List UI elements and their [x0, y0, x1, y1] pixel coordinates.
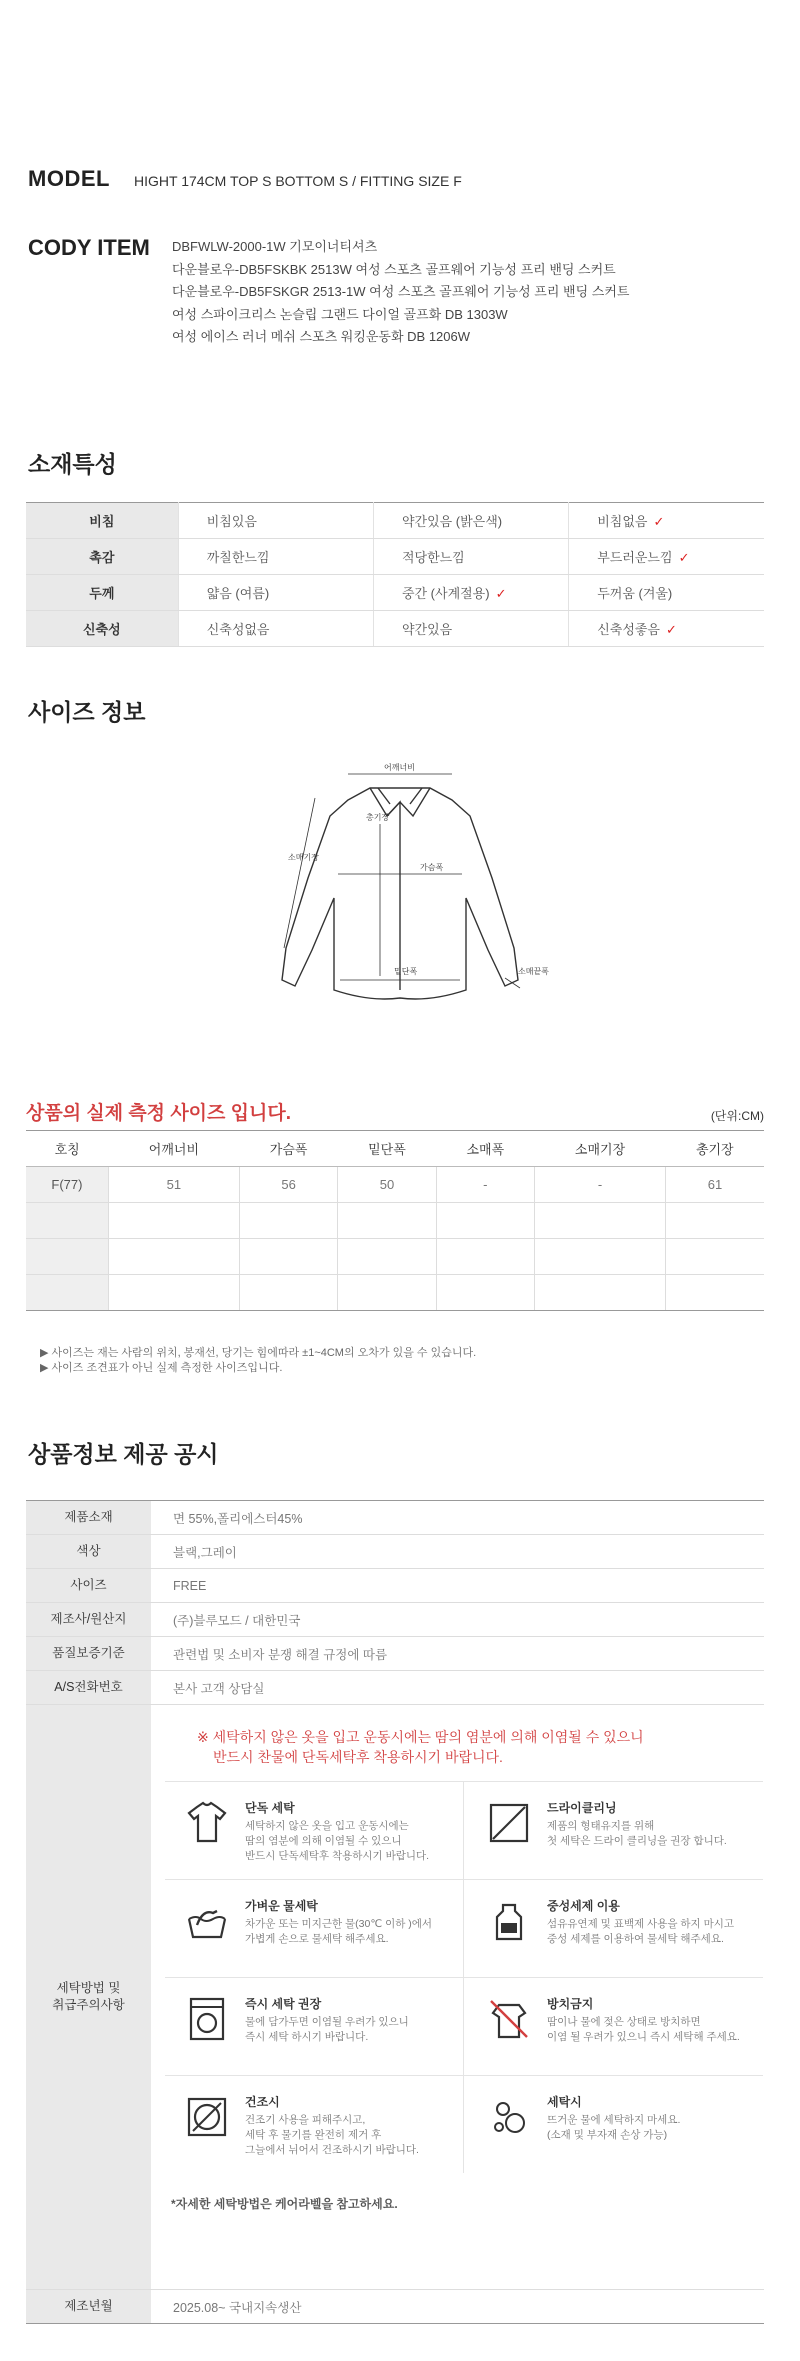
size-cell [436, 1203, 534, 1239]
material-option-label: 부드러운느낌 [597, 550, 673, 565]
care-item-desc [547, 1917, 759, 1947]
care-item-desc [245, 1819, 457, 1864]
care-item [165, 1987, 460, 2085]
detergent-icon [485, 1897, 533, 1945]
material-option-label: 얇음 (여름) [206, 586, 270, 601]
bubbles-icon [485, 2093, 533, 2141]
info-value: 면 55%,폴리에스터45% [173, 1511, 303, 1526]
size-row [26, 1239, 764, 1275]
size-cell [338, 1203, 436, 1239]
size-row [26, 1203, 764, 1239]
info-label: 제조사/원산지 [26, 1603, 151, 1636]
info-row [26, 1637, 764, 1671]
material-option-label: 중간 (사계절용) [401, 586, 490, 601]
info-label: 품질보증기준 [26, 1637, 151, 1670]
size-cell [26, 1203, 108, 1239]
material-option [178, 575, 373, 611]
size-cell: F(77) [26, 1167, 108, 1203]
info-label: 제품소재 [26, 1501, 151, 1534]
material-row [26, 575, 764, 611]
hem-label: 밑단폭 [394, 967, 418, 976]
chest-label: 가슴폭 [420, 863, 444, 872]
care-item-desc-line: 땀이나 물에 젖은 상태로 방치하면 [547, 2016, 701, 2028]
care-item [467, 1889, 762, 1987]
material-option [178, 503, 373, 539]
material-option [569, 611, 764, 647]
material-option [373, 539, 568, 575]
care-item [165, 1791, 460, 1889]
material-option-label: 약간있음 [401, 622, 453, 637]
care-item-desc-line: 첫 세탁은 드라이 클리닝을 권장 합니다. [547, 1835, 727, 1847]
material-row-label: 두께 [26, 575, 178, 611]
material-option-label: 비침있음 [206, 514, 257, 529]
material-row-label: 신축성 [26, 611, 178, 647]
size-measure-title: 상품의 실제 측정 사이즈 입니다. [26, 1103, 291, 1124]
model-label: MODEL [28, 166, 110, 191]
size-cell [338, 1239, 436, 1275]
material-row [26, 503, 764, 539]
material-option [569, 539, 764, 575]
manufacture-label: 제조년월 [26, 2290, 151, 2323]
care-item-desc-line: 이염 될 우려가 있으니 즉시 세탁해 주세요. [547, 2031, 740, 2043]
material-row [26, 611, 764, 647]
care-item-desc [547, 2015, 759, 2045]
info-row [26, 1603, 764, 1637]
care-item-desc-line: 가볍게 손으로 물세탁 해주세요. [245, 1933, 389, 1945]
size-cell: - [534, 1167, 665, 1203]
material-option-label: 비침없음 [597, 514, 648, 529]
size-cell: 56 [239, 1167, 337, 1203]
manufacture-value: 2025.08~ 국내지속생산 [173, 2300, 302, 2315]
material-title: 소재특성 [28, 451, 117, 477]
measure-lines [284, 774, 520, 988]
material-row-label: 촉감 [26, 539, 178, 575]
size-cell [534, 1203, 665, 1239]
info-row [26, 1535, 764, 1569]
care-item-desc [547, 1819, 759, 1849]
size-cell [239, 1203, 337, 1239]
size-column-header: 호칭 [26, 1131, 108, 1167]
care-item-desc-line: 제품의 형태유지를 위해 [547, 1820, 655, 1832]
material-option-label: 신축성좋음 [597, 622, 660, 637]
care-item-desc-line: 물에 담가두면 이염될 우려가 있으니 [245, 2016, 409, 2028]
sleeve-length-label: 소매기장 [288, 853, 319, 862]
size-cell [239, 1239, 337, 1275]
size-cell [666, 1203, 764, 1239]
care-item-title: 중성세제 이용 [547, 1899, 620, 1913]
product-info-table [26, 1500, 764, 2324]
size-cell [436, 1239, 534, 1275]
care-item-title: 건조시 [245, 2095, 280, 2109]
material-option [178, 539, 373, 575]
care-item-desc-line: 그늘에서 뉘어서 건조하시기 바랍니다. [245, 2144, 419, 2156]
care-item-desc [245, 2113, 457, 2158]
size-column-header: 밑단폭 [338, 1131, 436, 1167]
care-item-desc-line: (소재 및 부자재 손상 가능) [547, 2129, 668, 2141]
care-item [165, 1889, 460, 1987]
info-value: 본사 고객 상담실 [173, 1681, 265, 1696]
info-value: 블랙,그레이 [173, 1545, 237, 1560]
info-row [26, 1671, 764, 1705]
product-info-title: 상품정보 제공 공시 [28, 1441, 219, 1467]
info-label: 색상 [26, 1535, 151, 1568]
care-item-title: 방치금지 [547, 1997, 594, 2011]
shirt-icon [183, 1799, 231, 1847]
size-cell: 51 [108, 1167, 239, 1203]
size-cell: 50 [338, 1167, 436, 1203]
size-column-header: 총기장 [666, 1131, 764, 1167]
care-divider [463, 1781, 464, 2173]
check-icon: ✓ [653, 514, 665, 529]
care-item-desc-line: 차가운 또는 미지근한 물(30℃ 이하 )에서 [245, 1918, 433, 1930]
care-item [165, 2085, 460, 2183]
material-option [373, 575, 568, 611]
care-warning-line: 반드시 찬물에 단독세탁후 착용하시기 바랍니다. [213, 1749, 503, 1765]
info-label: 사이즈 [26, 1569, 151, 1602]
care-item-desc [547, 2113, 759, 2143]
size-column-header: 가슴폭 [239, 1131, 337, 1167]
info-row [26, 1501, 764, 1535]
size-note: ▶ 사이즈 조견표가 아닌 실제 측정한 사이즈입니다. [40, 1362, 283, 1374]
size-cell [534, 1239, 665, 1275]
care-item-desc-line: 반드시 단독세탁후 착용하시기 바랍니다. [245, 1850, 430, 1862]
size-cell [108, 1275, 239, 1311]
cody-item: 여성 스파이크리스 논슬립 그랜드 다이얼 골프화 DB 1303W [172, 306, 508, 322]
size-column-header: 소매폭 [436, 1131, 534, 1167]
dry-clean-icon [485, 1799, 533, 1847]
size-cell [26, 1275, 108, 1311]
care-item-title: 세탁시 [547, 2095, 582, 2109]
care-item-title: 드라이클리닝 [547, 1801, 617, 1815]
info-value: FREE [173, 1578, 207, 1593]
size-unit: (단위:CM) [710, 1109, 764, 1123]
check-icon: ✓ [495, 586, 507, 601]
care-item-desc-line: 섬유유연제 및 표백제 사용을 하지 마시고 [547, 1918, 735, 1930]
care-item-desc-line: 중성 세제를 이용하여 물세탁 해주세요. [547, 1933, 724, 1945]
size-cell: - [436, 1167, 534, 1203]
size-cell [108, 1239, 239, 1275]
cody-item: 여성 에이스 러너 메쉬 스포츠 워킹운동화 DB 1206W [172, 329, 471, 344]
size-cell [239, 1275, 337, 1311]
material-row-label: 비침 [26, 503, 178, 539]
care-item-title: 단독 세탁 [245, 1801, 295, 1815]
material-option [178, 611, 373, 647]
care-item-desc-line: 세탁 후 물기를 완전히 제거 후 [245, 2129, 382, 2141]
tumble-dry-icon [183, 2093, 231, 2141]
care-item-desc-line: 세탁하지 않은 옷을 입고 운동시에는 [245, 1820, 409, 1832]
material-option-label: 두꺼움 (겨울) [597, 586, 673, 601]
check-icon: ✓ [666, 622, 677, 637]
material-option-label: 까칠한느낌 [206, 550, 270, 565]
care-warning-line: ※ 세탁하지 않은 옷을 입고 운동시에는 땀의 염분에 의해 이염될 수 있으니 [197, 1729, 644, 1745]
washing-machine-icon [183, 1995, 231, 2043]
size-cell [666, 1239, 764, 1275]
care-item [467, 1987, 762, 2085]
material-row [26, 539, 764, 575]
cody-item: DBFWLW-2000-1W 기모이너티셔츠 [172, 239, 378, 254]
care-item [467, 1791, 762, 1889]
size-diagram [270, 758, 549, 1036]
size-cell [108, 1203, 239, 1239]
size-notes [40, 1346, 476, 1376]
care-label: 세탁방법 및 취급주의사항 [26, 1705, 151, 2289]
material-option [373, 503, 568, 539]
care-warning [197, 1727, 644, 1767]
shoulder-label: 어깨너비 [384, 763, 415, 772]
care-item-title: 즉시 세탁 권장 [245, 1997, 322, 2011]
care-item [467, 2085, 762, 2183]
size-cell [534, 1275, 665, 1311]
care-item-desc-line: 땀의 염분에 의해 이염될 수 있으니 [245, 1835, 402, 1847]
info-label: A/S전화번호 [26, 1671, 151, 1704]
size-cell [26, 1239, 108, 1275]
length-label: 총기장 [366, 813, 390, 822]
manufacture-row [26, 2290, 764, 2324]
cody-item-list [172, 236, 629, 349]
cody-item: 다운블로우-DB5FSKBK 2513W 여성 스포츠 골프웨어 기능성 프리 밴딩 스커트 [172, 261, 616, 277]
info-row [26, 1569, 764, 1603]
check-icon: ✓ [678, 550, 690, 565]
size-row [26, 1167, 764, 1203]
size-info-title: 사이즈 정보 [28, 699, 146, 725]
size-row [26, 1275, 764, 1311]
care-item-desc-line: 뜨거운 물에 세탁하지 마세요. [547, 2114, 681, 2126]
size-cell [436, 1275, 534, 1311]
size-table [26, 1130, 764, 1311]
size-column-header: 어깨너비 [108, 1131, 239, 1167]
cody-item: 다운블로우-DB5FSKGR 2513-1W 여성 스포츠 골프웨어 기능성 프리 밴딩 스커트 [172, 284, 630, 299]
size-cell [666, 1275, 764, 1311]
care-row [26, 1705, 764, 2290]
material-option-label: 약간있음 (밝은색) [401, 514, 503, 529]
material-table [26, 502, 764, 647]
size-cell: 61 [666, 1167, 764, 1203]
care-item-desc-line: 건조기 사용을 피해주시고, [245, 2114, 366, 2126]
cuff-label: 소매끝폭 [518, 967, 549, 976]
care-divider [165, 1781, 763, 1782]
care-content [151, 1705, 764, 2290]
care-item-desc [245, 1917, 457, 1947]
care-item-desc [245, 2015, 457, 2045]
material-option-label: 적당한느낌 [401, 550, 465, 565]
no-leave-icon [485, 1995, 533, 2043]
material-option [373, 611, 568, 647]
model-value: HIGHT 174CM TOP S BOTTOM S / FITTING SIZE F [134, 173, 462, 189]
hand-wash-icon [183, 1897, 231, 1945]
info-value: 관련법 및 소비자 분쟁 해결 규정에 따름 [173, 1647, 388, 1662]
material-option [569, 575, 764, 611]
material-option-label: 신축성없음 [206, 622, 270, 637]
size-cell [338, 1275, 436, 1311]
cody-item-label: CODY ITEM [28, 235, 150, 260]
care-footer: *자세한 세탁방법은 케어라벨을 참고하세요. [171, 2197, 398, 2211]
info-value: (주)블루모드 / 대한민국 [173, 1613, 301, 1628]
care-item-title: 가벼운 물세탁 [245, 1899, 318, 1913]
size-column-header: 소매기장 [534, 1131, 665, 1167]
material-option [569, 503, 764, 539]
size-note: ▶ 사이즈는 재는 사람의 위치, 봉재선, 당기는 힘에따라 ±1~4CM의 오차가 있을 수 있습니다. [40, 1347, 477, 1359]
care-item-desc-line: 즉시 세탁 하시기 바랍니다. [245, 2031, 369, 2043]
